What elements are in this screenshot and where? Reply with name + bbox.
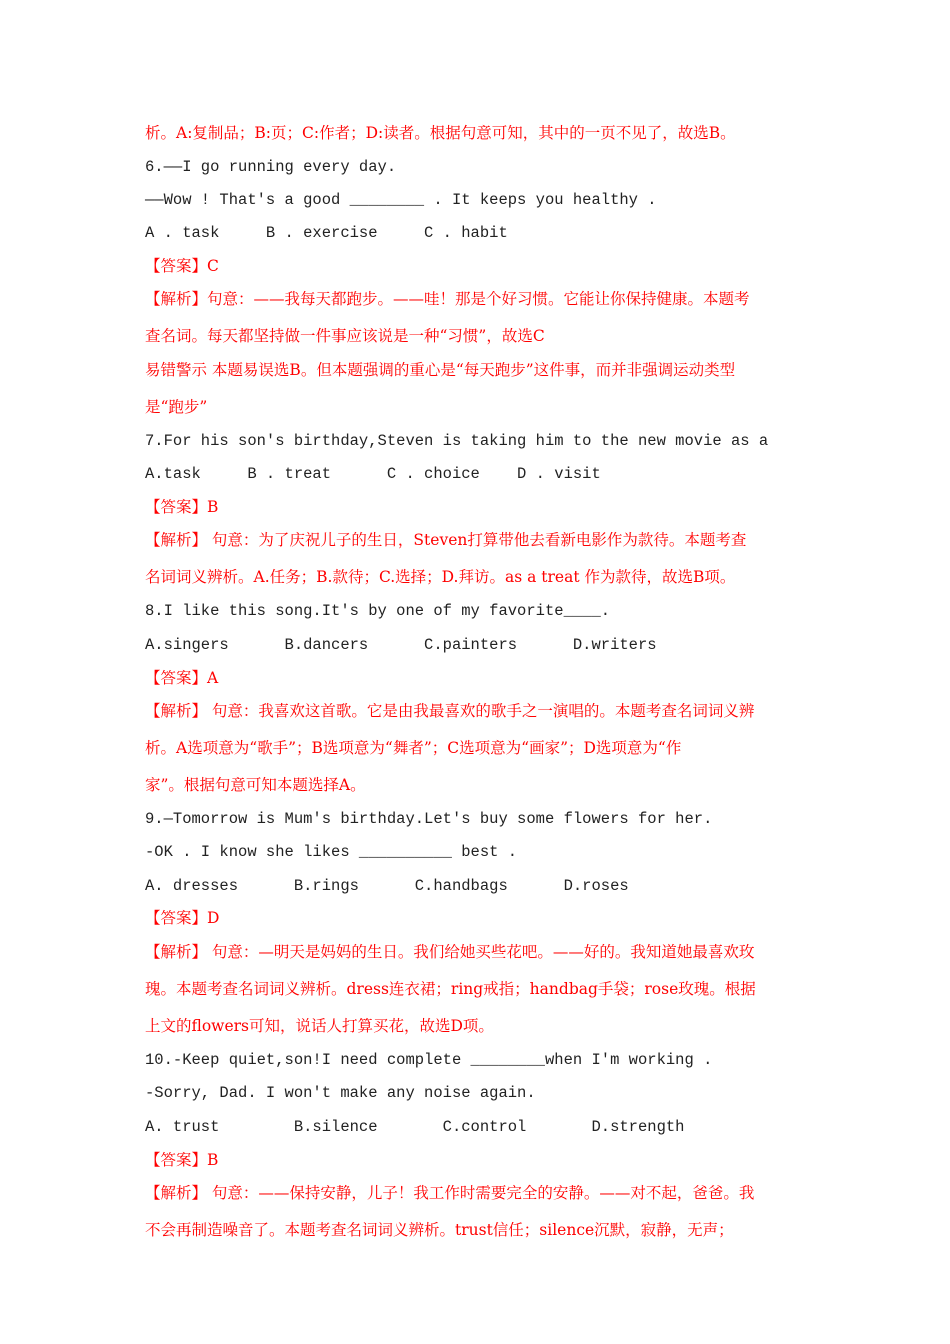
explanation-line: 名词词义辨析。A.任务；B.款待；C.选择；D.拜访。as a treat 作为款待，故选B项。 — [145, 568, 736, 586]
explanation-line: 瑰。本题考查名词词义辨析。dress连衣裙；ring戒指；handbag手袋；rose玫瑰。根据 — [145, 980, 756, 998]
answer-line: 【答案】D — [145, 909, 220, 927]
explanation-line: 查名词。每天都坚持做一件事应该说是一种“习惯”，故选C — [145, 327, 545, 345]
warning-line: 易错警示 本题易误选B。但本题强调的重心是“每天跑步”这件事，而并非强调运动类型 — [145, 361, 736, 379]
question-10: 10.-Keep quiet,son!I need complete ________when I'm working . — [145, 1051, 713, 1069]
explanation-line: 【解析】 句意：为了庆祝儿子的生日，Steven打算带他去看新电影作为款待。本题考查 — [145, 531, 747, 549]
question-line: -OK . I know she likes __________ best . — [145, 843, 518, 861]
answer-line: 【答案】B — [145, 498, 219, 516]
explanation-line: 【解析】 句意：我喜欢这首歌。它是由我最喜欢的歌手之一演唱的。本题考查名词词义辨 — [145, 702, 755, 720]
answer-line: 【答案】B — [145, 1151, 219, 1169]
question-7: 7.For his son's birthday,Steven is taking him to the new movie as a — [145, 432, 769, 450]
explanation-line: 不会再制造噪音了。本题考查名词词义辨析。trust信任；silence沉默，寂静，无声； — [145, 1221, 734, 1239]
options-line: A . task B . exercise C . habit — [145, 224, 508, 242]
explanation-line: 【解析】 句意：—明天是妈妈的生日。我们给她买些花吧。——好的。我知道她最喜欢玫 — [145, 943, 755, 961]
explanation-line: 析。A:复制品；B:页；C:作者；D:读者。根据句意可知，其中的一页不见了，故选B。 — [145, 124, 736, 142]
question-line: ——Wow ! That's a good ________ . It keeps you healthy . — [145, 191, 657, 209]
answer-line: 【答案】C — [145, 257, 219, 275]
explanation-line: 【解析】句意：——我每天都跑步。——哇！那是个好习惯。它能让你保持健康。本题考 — [145, 290, 750, 308]
question-9: 9.—Tomorrow is Mum's birthday.Let's buy some flowers for her. — [145, 810, 713, 828]
explanation-line: 析。A选项意为“歌手”；B选项意为“舞者”；C选项意为“画家”；D选项意为“作 — [145, 739, 682, 757]
options-line: A.task B . treat C . choice D . visit — [145, 465, 601, 483]
options-line: A. trust B.silence C.control D.strength — [145, 1118, 685, 1136]
explanation-line: 【解析】 句意：——保持安静，儿子！我工作时需要完全的安静。——对不起，爸爸。我 — [145, 1184, 755, 1202]
answer-line: 【答案】A — [145, 669, 219, 687]
explanation-line: 上文的flowers可知，说话人打算买花，故选D项。 — [145, 1017, 494, 1035]
explanation-line: 家”。根据句意可知本题选择A。 — [145, 776, 366, 794]
options-line: A.singers B.dancers C.painters D.writers — [145, 636, 657, 654]
question-8: 8.I like this song.It's by one of my favorite____. — [145, 602, 611, 620]
options-line: A. dresses B.rings C.handbags D.roses — [145, 877, 629, 895]
warning-line: 是“跑步” — [145, 398, 208, 416]
question-6: 6.——I go running every day. — [145, 158, 397, 176]
question-line: -Sorry, Dad. I won't make any noise again. — [145, 1084, 536, 1102]
